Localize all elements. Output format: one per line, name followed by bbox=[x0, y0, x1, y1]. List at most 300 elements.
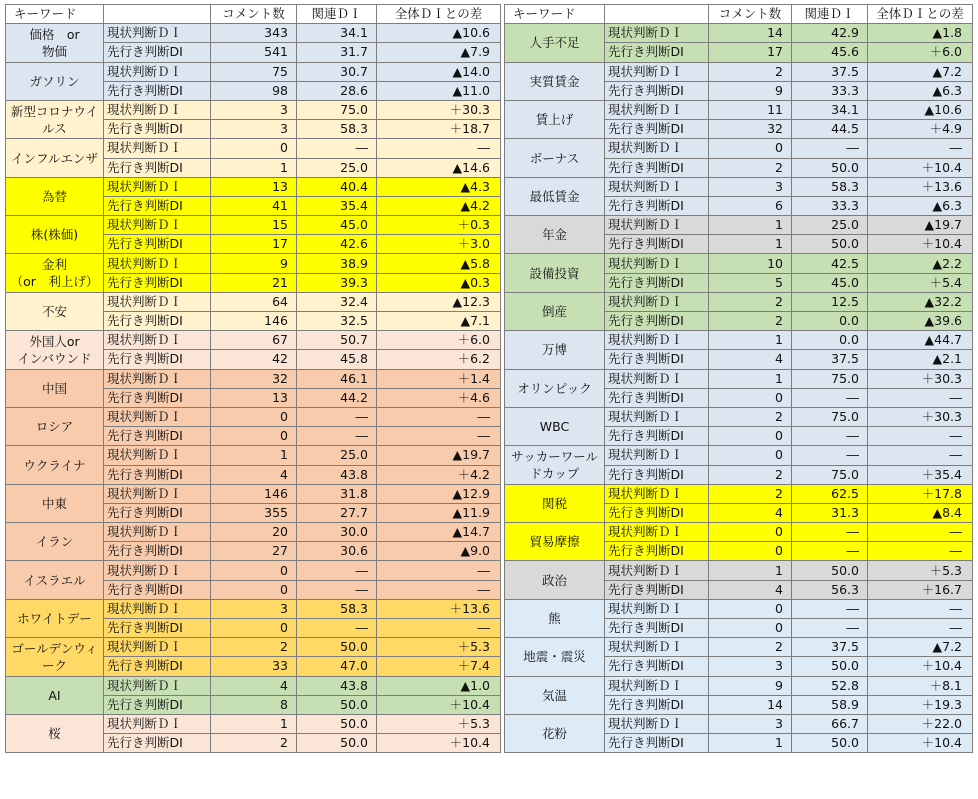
related-di-cell: 28.6 bbox=[297, 81, 377, 100]
keyword-cell: 設備投資 bbox=[505, 254, 605, 292]
related-di-cell: ― bbox=[792, 427, 868, 446]
comment-count-cell: 0 bbox=[709, 619, 792, 638]
diff-cell: ＋17.8 bbox=[868, 484, 973, 503]
table-row bbox=[505, 254, 973, 273]
di-type-cell: 現状判断ＤＩ bbox=[605, 24, 709, 43]
comment-count-cell: 1 bbox=[709, 561, 792, 580]
keyword-cell: 花粉 bbox=[505, 714, 605, 752]
table-row bbox=[505, 638, 973, 657]
diff-cell: ▲4.3 bbox=[377, 177, 501, 196]
diff-cell: ▲11.0 bbox=[377, 81, 501, 100]
di-type-cell: 現状判断ＤＩ bbox=[104, 676, 211, 695]
related-di-cell: ― bbox=[297, 580, 377, 599]
diff-cell: ― bbox=[868, 388, 973, 407]
keyword-cell: イスラエル bbox=[6, 561, 104, 599]
related-di-cell: 43.8 bbox=[297, 465, 377, 484]
related-di-cell: 25.0 bbox=[297, 446, 377, 465]
table-row bbox=[505, 62, 973, 81]
related-di-cell: 35.4 bbox=[297, 196, 377, 215]
comment-count-cell: 1 bbox=[211, 714, 297, 733]
di-type-cell: 現状判断ＤＩ bbox=[605, 676, 709, 695]
comment-count-cell: 3 bbox=[709, 657, 792, 676]
comment-count-cell: 67 bbox=[211, 331, 297, 350]
related-di-cell: 45.0 bbox=[792, 273, 868, 292]
comment-count-cell: 2 bbox=[211, 734, 297, 753]
related-di-cell: 34.1 bbox=[297, 24, 377, 43]
table-row bbox=[6, 446, 501, 465]
di-type-cell: 現状判断ＤＩ bbox=[104, 369, 211, 388]
comment-count-cell: 4 bbox=[709, 580, 792, 599]
comment-count-cell: 14 bbox=[709, 695, 792, 714]
related-di-cell: 50.0 bbox=[792, 158, 868, 177]
diff-cell: ＋22.0 bbox=[868, 714, 973, 733]
related-di-cell: 33.3 bbox=[792, 81, 868, 100]
keyword-cell: 関税 bbox=[505, 484, 605, 522]
di-type-cell: 現状判断ＤＩ bbox=[104, 407, 211, 426]
table-row bbox=[505, 446, 973, 465]
comment-count-cell: 1 bbox=[211, 446, 297, 465]
related-di-cell: 44.5 bbox=[792, 120, 868, 139]
di-type-cell: 現状判断ＤＩ bbox=[104, 292, 211, 311]
header-row bbox=[6, 5, 501, 24]
di-type-cell: 先行き判断DI bbox=[104, 120, 211, 139]
diff-cell: ▲10.6 bbox=[377, 24, 501, 43]
keyword-cell: 賃上げ bbox=[505, 100, 605, 138]
comment-count-cell: 27 bbox=[211, 542, 297, 561]
table-row bbox=[6, 177, 501, 196]
diff-cell: ▲14.7 bbox=[377, 523, 501, 542]
table-row bbox=[505, 714, 973, 733]
related-di-cell: 58.9 bbox=[792, 695, 868, 714]
diff-cell: ― bbox=[868, 542, 973, 561]
related-di-cell: 75.0 bbox=[792, 465, 868, 484]
di-type-cell: 現状判断ＤＩ bbox=[104, 62, 211, 81]
di-type-cell: 現状判断ＤＩ bbox=[104, 714, 211, 733]
table-row bbox=[505, 599, 973, 618]
table-row bbox=[6, 292, 501, 311]
di-type-cell: 現状判断ＤＩ bbox=[605, 446, 709, 465]
comment-count-cell: 3 bbox=[709, 177, 792, 196]
di-type-cell: 先行き判断DI bbox=[104, 273, 211, 292]
related-di-cell: ― bbox=[792, 139, 868, 158]
comment-count-cell: 21 bbox=[211, 273, 297, 292]
keyword-cell: 気温 bbox=[505, 676, 605, 714]
comment-count-cell: 14 bbox=[709, 24, 792, 43]
diff-cell: ＋5.4 bbox=[868, 273, 973, 292]
diff-cell: ＋10.4 bbox=[868, 734, 973, 753]
comment-count-cell: 1 bbox=[709, 235, 792, 254]
comment-count-cell: 13 bbox=[211, 177, 297, 196]
di-type-cell: 現状判断ＤＩ bbox=[605, 369, 709, 388]
related-di-cell: ― bbox=[792, 523, 868, 542]
di-type-cell: 先行き判断DI bbox=[104, 657, 211, 676]
related-di-cell: 46.1 bbox=[297, 369, 377, 388]
table-row bbox=[6, 369, 501, 388]
diff-cell: ＋3.0 bbox=[377, 235, 501, 254]
diff-cell: ▲44.7 bbox=[868, 331, 973, 350]
comment-count-cell: 9 bbox=[709, 676, 792, 695]
related-di-cell: 45.6 bbox=[792, 43, 868, 62]
di-type-cell: 現状判断ＤＩ bbox=[605, 331, 709, 350]
comment-count-cell: 0 bbox=[709, 542, 792, 561]
di-type-cell: 現状判断ＤＩ bbox=[605, 100, 709, 119]
related-di-cell: 75.0 bbox=[297, 100, 377, 119]
comment-count-cell: 5 bbox=[709, 273, 792, 292]
header-row bbox=[505, 5, 973, 24]
diff-cell: ＋8.1 bbox=[868, 676, 973, 695]
table-row bbox=[505, 407, 973, 426]
diff-cell: ▲2.2 bbox=[868, 254, 973, 273]
comment-count-cell: 75 bbox=[211, 62, 297, 81]
diff-cell: ▲10.6 bbox=[868, 100, 973, 119]
diff-cell: ― bbox=[377, 619, 501, 638]
di-type-cell: 先行き判断DI bbox=[605, 388, 709, 407]
di-type-cell: 先行き判断DI bbox=[605, 427, 709, 446]
keyword-cell: 年金 bbox=[505, 216, 605, 254]
di-type-cell: 先行き判断DI bbox=[104, 43, 211, 62]
table-row bbox=[6, 62, 501, 81]
comment-count-cell: 4 bbox=[211, 465, 297, 484]
diff-cell: ＋10.4 bbox=[868, 158, 973, 177]
related-di-cell: 52.8 bbox=[792, 676, 868, 695]
diff-cell: ＋7.4 bbox=[377, 657, 501, 676]
di-type-cell: 現状判断ＤＩ bbox=[605, 484, 709, 503]
di-type-cell: 現状判断ＤＩ bbox=[605, 292, 709, 311]
comment-count-cell: 541 bbox=[211, 43, 297, 62]
keyword-cell: 政治 bbox=[505, 561, 605, 599]
related-di-cell: 31.3 bbox=[792, 503, 868, 522]
comment-count-cell: 2 bbox=[709, 158, 792, 177]
comment-count-cell: 8 bbox=[211, 695, 297, 714]
keyword-cell: 万博 bbox=[505, 331, 605, 369]
comment-count-cell: 1 bbox=[709, 369, 792, 388]
related-di-cell: 50.0 bbox=[792, 235, 868, 254]
diff-cell: ＋30.3 bbox=[868, 407, 973, 426]
related-di-cell: 56.3 bbox=[792, 580, 868, 599]
diff-cell: ＋30.3 bbox=[377, 100, 501, 119]
comment-count-cell: 146 bbox=[211, 484, 297, 503]
related-di-cell: 38.9 bbox=[297, 254, 377, 273]
related-di-cell: 47.0 bbox=[297, 657, 377, 676]
di-type-cell: 現状判断ＤＩ bbox=[605, 177, 709, 196]
di-type-cell: 先行き判断DI bbox=[104, 619, 211, 638]
table-row bbox=[505, 177, 973, 196]
table-row bbox=[6, 638, 501, 657]
comment-count-cell: 0 bbox=[211, 427, 297, 446]
related-di-cell: 12.5 bbox=[792, 292, 868, 311]
related-di-cell: 32.5 bbox=[297, 312, 377, 331]
related-di-cell: 45.0 bbox=[297, 216, 377, 235]
diff-cell: ▲7.1 bbox=[377, 312, 501, 331]
comment-count-cell: 41 bbox=[211, 196, 297, 215]
di-type-cell: 先行き判断DI bbox=[104, 388, 211, 407]
related-di-cell: 0.0 bbox=[792, 331, 868, 350]
related-di-cell: ― bbox=[792, 542, 868, 561]
diff-cell: ― bbox=[868, 427, 973, 446]
di-type-cell: 先行き判断DI bbox=[605, 734, 709, 753]
di-type-cell: 先行き判断DI bbox=[104, 312, 211, 331]
table-row bbox=[6, 139, 501, 158]
table-row bbox=[6, 100, 501, 119]
diff-cell: ― bbox=[868, 523, 973, 542]
related-di-cell: 39.3 bbox=[297, 273, 377, 292]
related-di-cell: 25.0 bbox=[297, 158, 377, 177]
diff-cell: ▲1.8 bbox=[868, 24, 973, 43]
table-row bbox=[6, 24, 501, 43]
related-di-cell: 42.9 bbox=[792, 24, 868, 43]
keyword-cell: 実質賃金 bbox=[505, 62, 605, 100]
comment-count-cell: 42 bbox=[211, 350, 297, 369]
keyword-cell: 熊 bbox=[505, 599, 605, 637]
table-row bbox=[6, 599, 501, 618]
di-type-cell: 先行き判断DI bbox=[104, 81, 211, 100]
related-di-cell: ― bbox=[297, 561, 377, 580]
di-type-cell: 現状判断ＤＩ bbox=[104, 523, 211, 542]
di-type-cell: 現状判断ＤＩ bbox=[605, 407, 709, 426]
diff-cell: ＋13.6 bbox=[868, 177, 973, 196]
diff-cell: ＋10.4 bbox=[868, 235, 973, 254]
keyword-cell: AI bbox=[6, 676, 104, 714]
diff-cell: ― bbox=[377, 427, 501, 446]
di-type-cell: 先行き判断DI bbox=[104, 427, 211, 446]
keyword-cell: ゴールデンウィーク bbox=[6, 638, 104, 676]
keyword-cell: ボーナス bbox=[505, 139, 605, 177]
keyword-table-right bbox=[504, 4, 973, 753]
comment-count-cell: 0 bbox=[709, 427, 792, 446]
header-diff: 全体ＤＩとの差 bbox=[868, 5, 973, 24]
comment-count-cell: 15 bbox=[211, 216, 297, 235]
keyword-cell: 株(株価) bbox=[6, 216, 104, 254]
di-type-cell: 先行き判断DI bbox=[605, 695, 709, 714]
keyword-table-left bbox=[5, 4, 501, 753]
header-keyword: キーワード bbox=[505, 5, 605, 24]
diff-cell: ▲5.8 bbox=[377, 254, 501, 273]
comment-count-cell: 17 bbox=[211, 235, 297, 254]
diff-cell: ＋4.6 bbox=[377, 388, 501, 407]
comment-count-cell: 2 bbox=[211, 638, 297, 657]
table-row bbox=[505, 292, 973, 311]
diff-cell: ＋6.0 bbox=[868, 43, 973, 62]
di-type-cell: 先行き判断DI bbox=[104, 580, 211, 599]
related-di-cell: 50.0 bbox=[297, 638, 377, 657]
comment-count-cell: 9 bbox=[211, 254, 297, 273]
di-type-cell: 先行き判断DI bbox=[605, 235, 709, 254]
keyword-cell: ガソリン bbox=[6, 62, 104, 100]
comment-count-cell: 32 bbox=[211, 369, 297, 388]
table-row bbox=[6, 331, 501, 350]
di-type-cell: 先行き判断DI bbox=[104, 695, 211, 714]
comment-count-cell: 3 bbox=[211, 100, 297, 119]
table-row bbox=[505, 331, 973, 350]
related-di-cell: ― bbox=[792, 599, 868, 618]
diff-cell: ＋19.3 bbox=[868, 695, 973, 714]
keyword-cell: 不安 bbox=[6, 292, 104, 330]
header-diff: 全体ＤＩとの差 bbox=[377, 5, 501, 24]
di-type-cell: 現状判断ＤＩ bbox=[605, 561, 709, 580]
diff-cell: ＋10.4 bbox=[377, 734, 501, 753]
di-type-cell: 現状判断ＤＩ bbox=[605, 523, 709, 542]
keyword-cell: 外国人or インバウンド bbox=[6, 331, 104, 369]
comment-count-cell: 4 bbox=[211, 676, 297, 695]
di-type-cell: 現状判断ＤＩ bbox=[605, 714, 709, 733]
table-row bbox=[505, 369, 973, 388]
keyword-cell: WBC bbox=[505, 407, 605, 445]
di-type-cell: 先行き判断DI bbox=[104, 503, 211, 522]
comment-count-cell: 6 bbox=[709, 196, 792, 215]
di-type-cell: 現状判断ＤＩ bbox=[104, 599, 211, 618]
diff-cell: ― bbox=[868, 139, 973, 158]
diff-cell: ＋16.7 bbox=[868, 580, 973, 599]
comment-count-cell: 33 bbox=[211, 657, 297, 676]
di-type-cell: 先行き判断DI bbox=[104, 465, 211, 484]
related-di-cell: 75.0 bbox=[792, 407, 868, 426]
diff-cell: ▲11.9 bbox=[377, 503, 501, 522]
comment-count-cell: 0 bbox=[211, 561, 297, 580]
related-di-cell: 62.5 bbox=[792, 484, 868, 503]
diff-cell: ▲6.3 bbox=[868, 196, 973, 215]
related-di-cell: 44.2 bbox=[297, 388, 377, 407]
comment-count-cell: 9 bbox=[709, 81, 792, 100]
related-di-cell: 0.0 bbox=[792, 312, 868, 331]
comment-count-cell: 2 bbox=[709, 292, 792, 311]
comment-count-cell: 2 bbox=[709, 62, 792, 81]
related-di-cell: 50.0 bbox=[297, 734, 377, 753]
related-di-cell: 27.7 bbox=[297, 503, 377, 522]
related-di-cell: 33.3 bbox=[792, 196, 868, 215]
diff-cell: ▲14.0 bbox=[377, 62, 501, 81]
keyword-cell: 地震・震災 bbox=[505, 638, 605, 676]
comment-count-cell: 1 bbox=[709, 216, 792, 235]
header-type bbox=[104, 5, 211, 24]
di-type-cell: 先行き判断DI bbox=[605, 196, 709, 215]
table-row bbox=[505, 484, 973, 503]
header-related-di: 関連ＤＩ bbox=[792, 5, 868, 24]
related-di-cell: ― bbox=[297, 139, 377, 158]
diff-cell: ― bbox=[377, 561, 501, 580]
keyword-cell: ホワイトデー bbox=[6, 599, 104, 637]
related-di-cell: 50.0 bbox=[297, 695, 377, 714]
comment-count-cell: 343 bbox=[211, 24, 297, 43]
comment-count-cell: 17 bbox=[709, 43, 792, 62]
comment-count-cell: 4 bbox=[709, 350, 792, 369]
table-row bbox=[505, 100, 973, 119]
related-di-cell: 58.3 bbox=[297, 120, 377, 139]
related-di-cell: 31.8 bbox=[297, 484, 377, 503]
di-type-cell: 先行き判断DI bbox=[104, 542, 211, 561]
keyword-cell: インフルエンザ bbox=[6, 139, 104, 177]
comment-count-cell: 2 bbox=[709, 312, 792, 331]
related-di-cell: 37.5 bbox=[792, 638, 868, 657]
diff-cell: ▲7.2 bbox=[868, 62, 973, 81]
di-type-cell: 先行き判断DI bbox=[605, 43, 709, 62]
related-di-cell: 50.0 bbox=[792, 657, 868, 676]
header-comment-count: コメント数 bbox=[211, 5, 297, 24]
comment-count-cell: 98 bbox=[211, 81, 297, 100]
table-row bbox=[6, 523, 501, 542]
related-di-cell: 66.7 bbox=[792, 714, 868, 733]
di-type-cell: 先行き判断DI bbox=[605, 465, 709, 484]
table-row bbox=[505, 676, 973, 695]
diff-cell: ▲14.6 bbox=[377, 158, 501, 177]
related-di-cell: 50.0 bbox=[792, 561, 868, 580]
related-di-cell: ― bbox=[792, 619, 868, 638]
related-di-cell: ― bbox=[792, 446, 868, 465]
keyword-cell: 中東 bbox=[6, 484, 104, 522]
comment-count-cell: 2 bbox=[709, 407, 792, 426]
table-row bbox=[6, 407, 501, 426]
diff-cell: ― bbox=[868, 599, 973, 618]
di-type-cell: 現状判断ＤＩ bbox=[104, 24, 211, 43]
di-type-cell: 現状判断ＤＩ bbox=[104, 484, 211, 503]
diff-cell: ＋13.6 bbox=[377, 599, 501, 618]
diff-cell: ＋5.3 bbox=[377, 714, 501, 733]
diff-cell: ▲0.3 bbox=[377, 273, 501, 292]
diff-cell: ＋10.4 bbox=[868, 657, 973, 676]
comment-count-cell: 0 bbox=[211, 407, 297, 426]
di-type-cell: 現状判断ＤＩ bbox=[605, 216, 709, 235]
diff-cell: ― bbox=[377, 139, 501, 158]
comment-count-cell: 146 bbox=[211, 312, 297, 331]
di-type-cell: 先行き判断DI bbox=[605, 312, 709, 331]
related-di-cell: 30.0 bbox=[297, 523, 377, 542]
comment-count-cell: 0 bbox=[211, 619, 297, 638]
comment-count-cell: 3 bbox=[211, 599, 297, 618]
di-type-cell: 現状判断ＤＩ bbox=[104, 100, 211, 119]
table-row bbox=[6, 216, 501, 235]
di-type-cell: 先行き判断DI bbox=[104, 158, 211, 177]
table-row bbox=[6, 676, 501, 695]
related-di-cell: 40.4 bbox=[297, 177, 377, 196]
di-type-cell: 先行き判断DI bbox=[605, 158, 709, 177]
comment-count-cell: 0 bbox=[709, 388, 792, 407]
comment-count-cell: 0 bbox=[709, 523, 792, 542]
diff-cell: ― bbox=[377, 407, 501, 426]
di-type-cell: 先行き判断DI bbox=[104, 235, 211, 254]
keyword-cell: 新型コロナウイルス bbox=[6, 100, 104, 138]
di-type-cell: 先行き判断DI bbox=[104, 196, 211, 215]
table-row bbox=[505, 216, 973, 235]
diff-cell: ＋4.2 bbox=[377, 465, 501, 484]
di-type-cell: 先行き判断DI bbox=[104, 350, 211, 369]
di-type-cell: 現状判断ＤＩ bbox=[104, 331, 211, 350]
comment-count-cell: 20 bbox=[211, 523, 297, 542]
comment-count-cell: 64 bbox=[211, 292, 297, 311]
diff-cell: ＋0.3 bbox=[377, 216, 501, 235]
di-type-cell: 現状判断ＤＩ bbox=[605, 62, 709, 81]
keyword-cell: 倒産 bbox=[505, 292, 605, 330]
related-di-cell: 30.7 bbox=[297, 62, 377, 81]
diff-cell: ▲39.6 bbox=[868, 312, 973, 331]
diff-cell: ― bbox=[868, 446, 973, 465]
di-type-cell: 現状判断ＤＩ bbox=[104, 638, 211, 657]
keyword-cell: 最低賃金 bbox=[505, 177, 605, 215]
diff-cell: ▲12.9 bbox=[377, 484, 501, 503]
related-di-cell: ― bbox=[297, 407, 377, 426]
related-di-cell: 45.8 bbox=[297, 350, 377, 369]
diff-cell: ＋18.7 bbox=[377, 120, 501, 139]
comment-count-cell: 0 bbox=[211, 580, 297, 599]
keyword-cell: 貿易摩擦 bbox=[505, 523, 605, 561]
comment-count-cell: 32 bbox=[709, 120, 792, 139]
diff-cell: ▲7.2 bbox=[868, 638, 973, 657]
keyword-cell: ウクライナ bbox=[6, 446, 104, 484]
di-type-cell: 先行き判断DI bbox=[605, 580, 709, 599]
related-di-cell: 31.7 bbox=[297, 43, 377, 62]
related-di-cell: 34.1 bbox=[792, 100, 868, 119]
diff-cell: ― bbox=[868, 619, 973, 638]
diff-cell: ＋30.3 bbox=[868, 369, 973, 388]
keyword-cell: 中国 bbox=[6, 369, 104, 407]
